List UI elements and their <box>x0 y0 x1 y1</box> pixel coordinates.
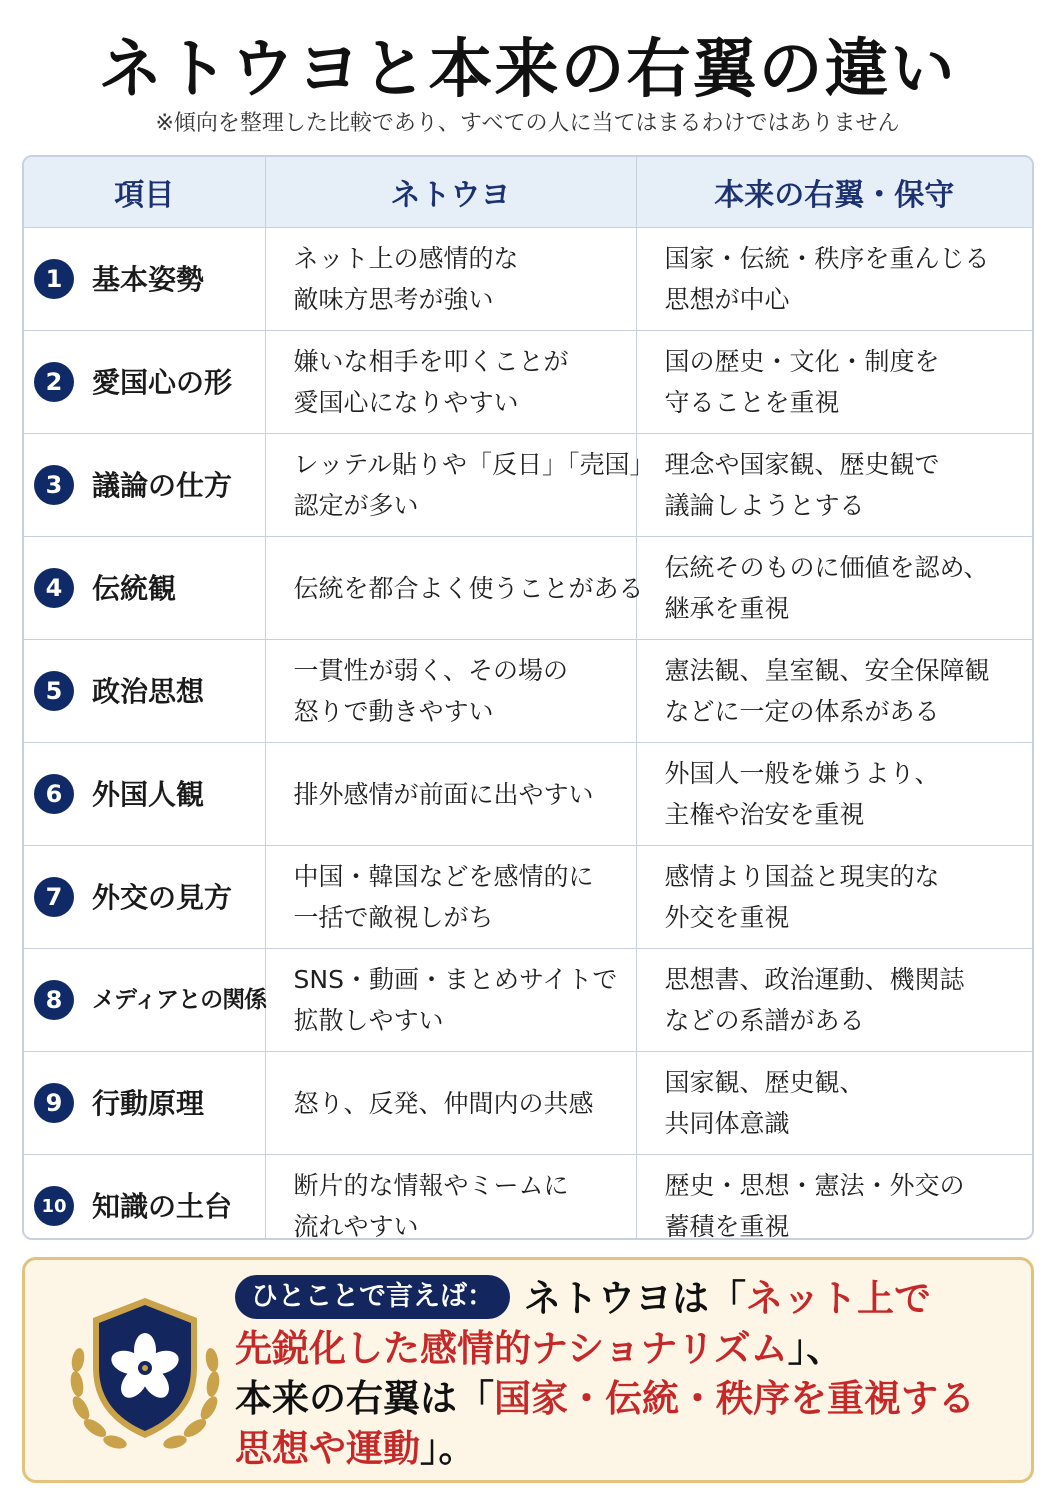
summary-highlight2a: 国家・伝統・秩序を重視する <box>494 1377 975 1420</box>
item-label: 行動原理 <box>92 1086 205 1120</box>
table-row <box>24 1155 1032 1241</box>
cell-text-line: レッテル貼りや「反日」「売国」 <box>293 450 655 479</box>
row-number-badge: 4 <box>34 568 74 608</box>
cell-text-line: 認定が多い <box>293 491 419 520</box>
summary-text <box>235 1274 1025 1474</box>
cell-text-line: 国の歴史・文化・制度を <box>664 347 940 376</box>
cell-text-line: SNS・動画・まとめサイトで <box>293 965 618 994</box>
cell-text-line: 歴史・思想・憲法・外交の <box>664 1171 965 1200</box>
row-number-badge: 2 <box>34 362 74 402</box>
cell-text-line: 伝統そのものに価値を認め、 <box>664 553 989 582</box>
cell-text-line: 国家観、歴史観、 <box>664 1068 865 1097</box>
item-cell <box>24 640 265 743</box>
row-number-badge: 9 <box>34 1083 74 1123</box>
cell-text-line: 憲法観、皇室観、安全保障観 <box>664 656 990 685</box>
cell-text-line: 一括で敵視しがち <box>293 903 494 932</box>
netouyo-cell <box>265 846 636 949</box>
comparison-table <box>22 155 1034 1240</box>
cell-text-line: などに一定の体系がある <box>664 697 940 726</box>
table-row <box>24 640 1032 743</box>
header-item: 項目 <box>24 157 265 228</box>
row-number-badge: 8 <box>34 980 74 1020</box>
right-wing-cell <box>636 640 1032 743</box>
cell-text-line: 共同体意識 <box>664 1109 790 1138</box>
cell-text-line: 守ることを重視 <box>664 388 840 417</box>
summary-part1: ネトウヨは「 <box>524 1277 746 1320</box>
cell-text-line: 嫌いな相手を叩くことが <box>293 347 569 376</box>
cell-text-line: 一貫性が弱く、その場の <box>293 656 569 685</box>
netouyo-cell <box>265 434 655 537</box>
table-row <box>24 949 1032 1052</box>
netouyo-cell <box>265 228 636 331</box>
summary-highlight2b: 思想や運動 <box>235 1427 420 1470</box>
summary-part2: 」、 <box>787 1327 844 1370</box>
right-wing-cell <box>636 743 1032 846</box>
cell-text-line: 議論しようとする <box>664 491 865 520</box>
summary-part3: 本来の右翼は「 <box>235 1377 494 1420</box>
table-row <box>24 743 1032 846</box>
right-wing-cell <box>636 1155 1032 1241</box>
item-label: 外交の見方 <box>92 880 233 914</box>
cell-text-line: 怒り、反発、仲間内の共感 <box>293 1088 594 1118</box>
netouyo-cell <box>265 640 636 743</box>
cell-text-line: 主権や治安を重視 <box>664 800 865 829</box>
row-number-badge: 7 <box>34 877 74 917</box>
right-wing-cell <box>636 434 1032 537</box>
item-cell <box>24 846 265 949</box>
cell-text-line: 愛国心になりやすい <box>293 388 519 417</box>
cell-text-line: 国家・伝統・秩序を重んじる <box>664 244 990 273</box>
row-number-badge: 6 <box>34 774 74 814</box>
item-label: 外国人観 <box>92 777 205 811</box>
row-number-badge: 1 <box>34 259 74 299</box>
cell-text-line: 伝統を都合よく使うことがある <box>293 573 644 603</box>
right-wing-cell <box>636 537 1032 640</box>
item-label: 愛国心の形 <box>92 365 233 399</box>
cell-text-line: 継承を重視 <box>664 594 790 623</box>
table-row <box>24 228 1032 331</box>
item-cell <box>24 434 265 537</box>
header-right-wing: 本来の右翼・保守 <box>636 157 1032 228</box>
cell-text-line: 中国・韓国などを感情的に <box>293 862 594 891</box>
item-label: メディアとの関係 <box>92 986 267 1013</box>
table-row <box>24 537 1032 640</box>
item-label: 知識の土台 <box>92 1189 233 1223</box>
table-header-row <box>24 157 1032 228</box>
cell-text-line: 敵味方思考が強い <box>293 285 494 314</box>
summary-highlight1b: 先鋭化した感情的ナショナリズム <box>235 1327 788 1370</box>
table-row <box>24 1052 1032 1155</box>
right-wing-cell <box>636 1052 1032 1155</box>
item-label: 議論の仕方 <box>92 468 233 502</box>
cell-text-line: 理念や国家観、歴史観で <box>664 450 940 479</box>
summary-box <box>22 1257 1034 1483</box>
summary-pill: ひとことで言えば： <box>235 1275 510 1319</box>
cell-text-line: 排外感情が前面に出やすい <box>293 779 594 809</box>
right-wing-cell <box>636 949 1032 1052</box>
item-cell <box>24 331 265 434</box>
cell-text-line: 思想書、政治運動、機関誌 <box>664 965 965 994</box>
summary-part4: 」。 <box>420 1427 476 1470</box>
cell-text-line: 断片的な情報やミームに <box>293 1171 569 1200</box>
cell-text-line: 蓄積を重視 <box>664 1212 790 1240</box>
item-cell <box>24 949 265 1052</box>
right-wing-cell <box>636 228 1032 331</box>
row-number-badge: 3 <box>34 465 74 505</box>
netouyo-cell <box>265 743 636 846</box>
header-netouyo: ネトウヨ <box>265 157 636 228</box>
summary-highlight1a: ネット上で <box>746 1277 931 1320</box>
cell-text-line: 思想が中心 <box>664 285 790 314</box>
cell-text-line: ネット上の感情的な <box>293 244 519 273</box>
right-wing-cell <box>636 846 1032 949</box>
row-number-badge: 5 <box>34 671 74 711</box>
item-cell <box>24 743 265 846</box>
cell-text-line: 怒りで動きやすい <box>293 697 494 726</box>
row-number-badge: 10 <box>34 1186 74 1226</box>
item-cell <box>24 1052 265 1155</box>
table-row <box>24 331 1032 434</box>
netouyo-cell <box>265 331 636 434</box>
item-label: 基本姿勢 <box>92 262 205 296</box>
netouyo-cell <box>265 949 636 1052</box>
netouyo-cell <box>265 1052 636 1155</box>
page-subtitle: ※傾向を整理した比較であり、すべての人に当てはまるわけではありません <box>155 111 900 136</box>
item-cell <box>24 537 265 640</box>
netouyo-cell <box>265 1155 636 1241</box>
item-label: 伝統観 <box>92 571 177 605</box>
cell-text-line: 外国人一般を嫌うより、 <box>664 759 940 788</box>
item-cell <box>24 1155 265 1241</box>
cell-text-line: 拡散しやすい <box>293 1006 444 1035</box>
table-row <box>24 846 1032 949</box>
item-label: 政治思想 <box>92 674 205 708</box>
right-wing-cell <box>636 331 1032 434</box>
sakura-shield-emblem-icon <box>65 1288 225 1458</box>
cell-text-line: 流れやすい <box>293 1212 419 1240</box>
item-cell <box>24 228 265 331</box>
cell-text-line: 感情より国益と現実的な <box>664 862 940 891</box>
table-row <box>24 434 1032 537</box>
cell-text-line: 外交を重視 <box>664 903 790 932</box>
cell-text-line: などの系譜がある <box>664 1006 865 1035</box>
netouyo-cell <box>265 537 644 640</box>
page-title: ネトウヨと本来の右翼の違い <box>98 33 957 107</box>
